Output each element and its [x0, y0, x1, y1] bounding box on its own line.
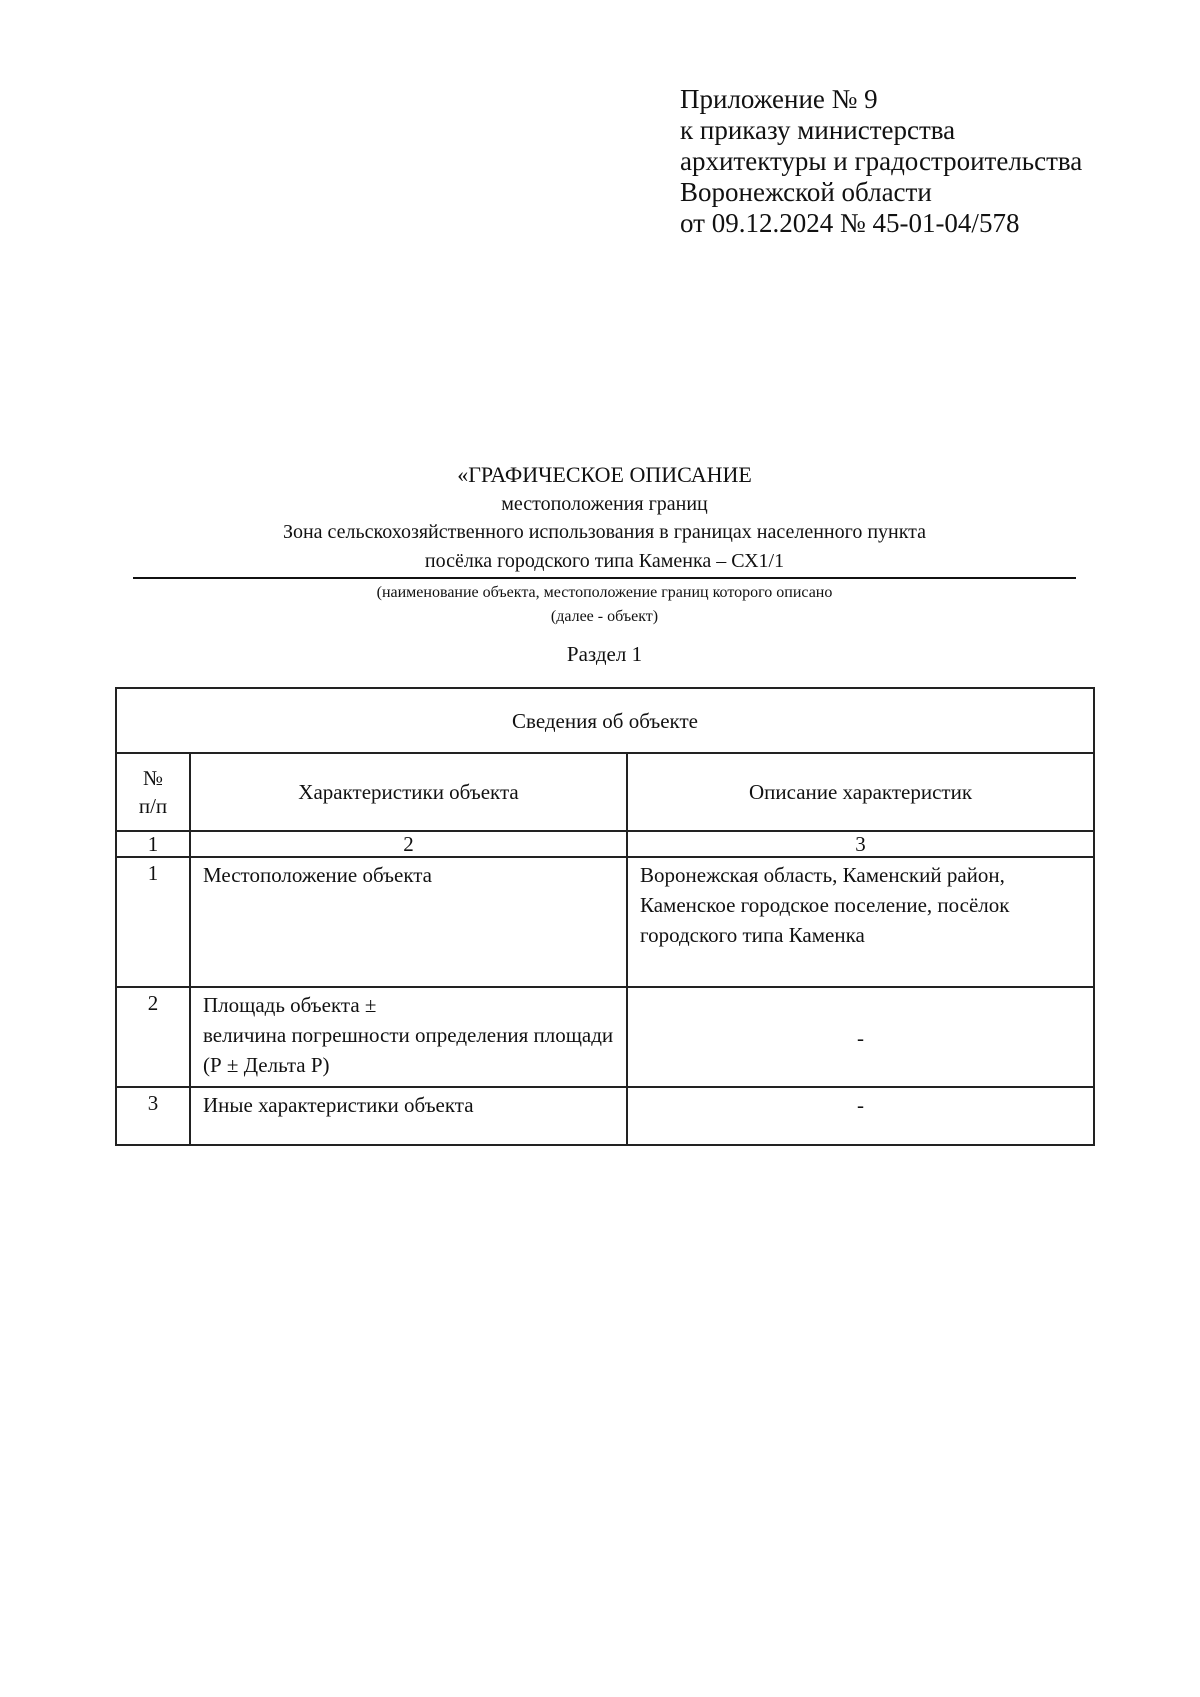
row-characteristic: Иные характеристики объекта — [190, 1087, 627, 1145]
header-num-line-1: № — [142, 766, 164, 790]
row-characteristic-line-2: величина погрешности определения площади (Р ± Дельта Р) — [203, 1023, 614, 1077]
table-row — [116, 857, 1094, 987]
appendix-line-4: Воронежской области — [680, 177, 932, 207]
appendix-line-5: от 09.12.2024 № 45-01-04/578 — [680, 208, 1020, 238]
index-cell-2: 2 — [190, 831, 627, 857]
row-characteristic: Местоположение объекта — [190, 857, 627, 987]
row-num: 1 — [116, 857, 190, 987]
header-num — [116, 753, 190, 831]
row-description: - — [627, 1087, 1094, 1145]
row-description: - — [627, 987, 1094, 1087]
row-num: 2 — [116, 987, 190, 1087]
index-cell-1: 1 — [116, 831, 190, 857]
row-description: Воронежская область, Каменский район, Каменское городское поселение, посёлок городского типа Каменка — [627, 857, 1094, 987]
document-subtitle: местоположения границ — [501, 493, 708, 515]
header-characteristic: Характеристики объекта — [190, 753, 627, 831]
table-row — [116, 1087, 1094, 1145]
table-caption: Сведения об объекте — [116, 688, 1094, 753]
header-description: Описание характеристик — [627, 753, 1094, 831]
header-num-line-2: п/п — [138, 794, 168, 818]
object-name-line-1: Зона сельскохозяйственного использования в границах населенного пункта — [282, 521, 927, 543]
table-header-row — [116, 753, 1094, 831]
table-row — [116, 987, 1094, 1087]
appendix-line-2: к приказу министерства — [680, 115, 956, 145]
section-label: Раздел 1 — [566, 642, 643, 666]
table-index-row — [116, 831, 1094, 857]
document-title: «ГРАФИЧЕСКОЕ ОПИСАНИЕ — [457, 462, 752, 487]
appendix-line-3: архитектуры и градостроительства — [680, 146, 1083, 176]
appendix-header — [680, 84, 1082, 239]
row-characteristic-line-1: Площадь объекта ± — [203, 993, 377, 1017]
row-characteristic — [190, 987, 627, 1087]
underline-caption-2: (далее - объект) — [550, 608, 659, 625]
object-name-line-2: посёлка городского типа Каменка – СХ1/1 — [133, 547, 1076, 579]
underline-caption-1: (наименование объекта, местоположение границ которого описано — [376, 584, 833, 601]
row-num: 3 — [116, 1087, 190, 1145]
index-cell-3: 3 — [627, 831, 1094, 857]
document-title-block — [133, 460, 1076, 669]
appendix-line-1: Приложение № 9 — [680, 84, 878, 114]
object-info-table — [115, 687, 1095, 1146]
